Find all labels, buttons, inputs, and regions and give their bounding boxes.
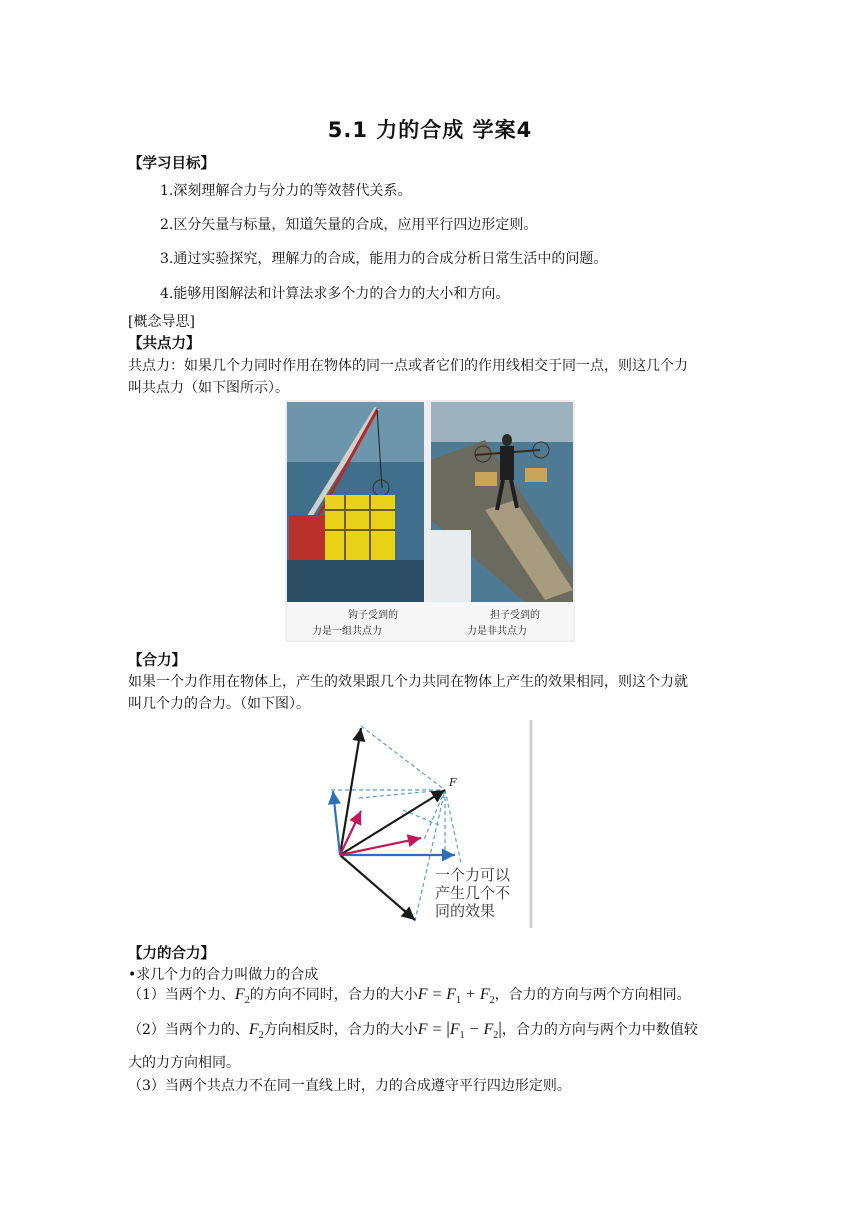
composition-heading: 【力的合力】: [128, 946, 215, 962]
force-label-F: F: [449, 776, 457, 789]
objective-item: 1.深刻理解合力与分力的等效替代关系。: [160, 183, 412, 199]
objective-item: 2.区分矢量与标量，知道矢量的合成，应用平行四边形定则。: [160, 217, 538, 233]
composition-line2: （2）当两个力的、$F_2$方向相反时，合力的大小$F = |F_1 - F_2|$，合力的方向与两个力中数值较: [128, 1018, 698, 1042]
formula-F2: $F_2$: [234, 986, 250, 1007]
carrying-pole-photo: [431, 402, 573, 602]
formula-sum: $F = F_1 + F_2$: [417, 986, 495, 1007]
composition-bullet: •求几个力的合力叫做力的合成: [128, 967, 319, 983]
caption-left-line1: 钩子受到的: [348, 610, 398, 621]
concurrent-forces-figure: [285, 400, 575, 642]
objectives-heading: 【学习目标】: [128, 156, 215, 172]
concurrent-definition-line1: 共点力：如果几个力同时作用在物体的同一点或者它们的作用线相交于同一点，则这几个力: [128, 358, 688, 374]
caption-left-line2: 力是一组共点力: [312, 626, 382, 637]
formula-difference: $F = |F_1 - F_2|$: [417, 1018, 502, 1042]
resultant-heading: 【合力】: [128, 653, 186, 669]
crane-photo: [287, 402, 424, 602]
figure-note-line2: 产生几个不: [435, 884, 511, 902]
resultant-definition-line1: 如果一个力作用在物体上，产生的效果跟几个力共同在物体上产生的效果相同，则这个力就: [128, 674, 688, 690]
concurrent-heading: 【共点力】: [128, 336, 201, 352]
composition-line3: （3）当两个共点力不在同一直线上时，力的合成遵守平行四边形定则。: [128, 1078, 571, 1094]
formula-F2: $F_2$: [248, 1021, 264, 1042]
composition-line1: （1）当两个力、$F_2$的方向不同时，合力的大小$F = F_1 + F_2$，合力的方向与两个方向相同。: [128, 986, 691, 1007]
page-title: 5.1 力的合成 学案4: [327, 118, 533, 142]
caption-right-line1: 担子受到的: [490, 610, 540, 621]
caption-right-line2: 力是非共点力: [467, 626, 527, 637]
objective-item: 3.通过实验探究，理解力的合成，能用力的合成分析日常生活中的问题。: [160, 251, 608, 267]
force-decomposition-figure: [323, 718, 535, 930]
concurrent-definition-line2: 叫共点力（如下图所示）。: [128, 380, 289, 396]
concept-map-label: [概念导思]: [128, 314, 195, 330]
composition-line2-cont: 大的力方向相同。: [128, 1055, 240, 1071]
figure-note-line1: 一个力可以: [435, 866, 511, 884]
resultant-definition-line2: 叫几个力的合力。（如下图）。: [128, 696, 310, 712]
figure-note-line3: 同的效果: [435, 902, 496, 920]
objective-item: 4.能够用图解法和计算法求多个力的合力的大小和方向。: [160, 286, 510, 302]
